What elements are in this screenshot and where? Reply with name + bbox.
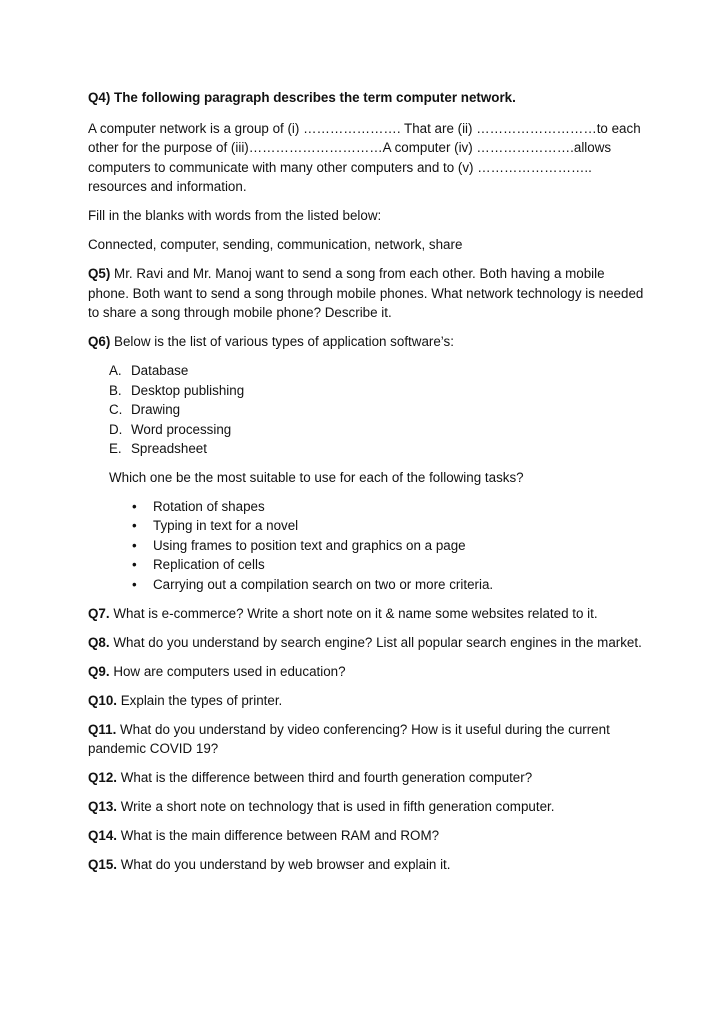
q11-question — [88, 720, 648, 759]
option-letter: B. — [109, 382, 122, 398]
task-label: Using frames to position text and graphics on a page — [153, 537, 466, 553]
option-letter: A. — [109, 363, 122, 378]
task-label: Replication of cells — [153, 557, 265, 572]
bullet-icon: • — [132, 498, 137, 514]
q11-number: Q11. — [88, 721, 117, 737]
q7-text: What is e-commerce? Write a short note on it & name some websites related to it. — [109, 605, 598, 621]
q14-question — [88, 826, 648, 846]
q6-tasks-list — [88, 497, 648, 595]
q6-text: Below is the list of various types of application software’s: — [110, 334, 454, 349]
q13-number: Q13. — [88, 799, 118, 814]
q12-question — [88, 768, 648, 788]
q15-question — [88, 855, 648, 875]
q15-text: What do you understand by web browser and explain it. — [117, 857, 451, 872]
bullet-icon: • — [132, 576, 137, 592]
q13-text: Write a short note on technology that is used in fifth generation computer. — [117, 799, 555, 814]
list-item — [88, 536, 648, 556]
bullet-icon: • — [132, 557, 137, 572]
q13-question — [88, 797, 648, 817]
q5-question — [88, 264, 648, 323]
q9-text: How are computers used in education? — [109, 663, 346, 679]
option-label: Database — [131, 363, 189, 378]
list-item — [88, 400, 648, 420]
q4-heading: Q4) The following paragraph describes the term computer network. — [88, 90, 516, 105]
option-label: Spreadsheet — [131, 441, 207, 456]
q6-options-list — [88, 361, 648, 459]
q9-question — [88, 662, 648, 682]
q11-text: What do you understand by video conferencing? How is it useful during the current pandemic COVID 19? — [88, 721, 610, 756]
q7-question — [88, 604, 648, 624]
option-label: Word processing — [131, 421, 232, 437]
option-letter: C. — [109, 402, 123, 417]
q4-word-list: Connected, computer, sending, communication, network, share — [88, 237, 463, 252]
list-item — [88, 497, 648, 517]
list-item — [88, 420, 648, 440]
q15-number: Q15. — [88, 857, 118, 872]
q8-text: What do you understand by search engine? List all popular search engines in the market. — [109, 634, 642, 650]
task-label: Carrying out a compilation search on two or more criteria. — [153, 576, 494, 592]
q4-instruction: Fill in the blanks with words from the listed below: — [88, 208, 382, 223]
list-item — [88, 439, 648, 459]
q12-number: Q12. — [88, 770, 118, 785]
q10-text: Explain the types of printer. — [117, 692, 283, 708]
list-item — [88, 381, 648, 401]
q7-number: Q7. — [88, 605, 110, 621]
option-letter: E. — [109, 441, 122, 456]
document-page — [88, 88, 648, 884]
q9-number: Q9. — [88, 663, 110, 679]
q12-text: What is the difference between third and fourth generation computer? — [117, 770, 533, 785]
q8-number: Q8. — [88, 634, 110, 650]
bullet-icon: • — [132, 537, 137, 553]
q4-paragraph: A computer network is a group of (i) …………………. That are (ii) ………………………to each other for the purpose of (iii)…………………………A computer (iv) ………………….allows computers to communicate with many other computers and to (v) …………………….. resources and information. — [88, 120, 641, 194]
task-label: Rotation of shapes — [153, 498, 265, 514]
task-label: Typing in text for a novel — [153, 518, 299, 533]
q14-text: What is the main difference between RAM and ROM? — [117, 828, 440, 843]
q14-number: Q14. — [88, 828, 118, 843]
option-letter: D. — [109, 421, 123, 437]
q10-question — [88, 691, 648, 711]
q5-text: Mr. Ravi and Mr. Manoj want to send a song from each other. Both having a mobile phone. Both want to send a song through mobile phones. What network technology is needed to share a song through mobile phone? Describe it. — [88, 266, 644, 320]
q6-prompt: Which one be the most suitable to use for each of the following tasks? — [109, 469, 524, 485]
q6-number: Q6) — [88, 334, 111, 349]
q10-number: Q10. — [88, 692, 118, 708]
bullet-icon: • — [132, 518, 137, 533]
list-item — [88, 516, 648, 536]
q5-number: Q5) — [88, 266, 111, 281]
option-label: Desktop publishing — [131, 382, 245, 398]
q6-question — [88, 332, 648, 352]
q8-question — [88, 633, 648, 653]
list-item — [88, 555, 648, 575]
list-item — [88, 361, 648, 381]
list-item — [88, 575, 648, 595]
option-label: Drawing — [131, 402, 181, 417]
